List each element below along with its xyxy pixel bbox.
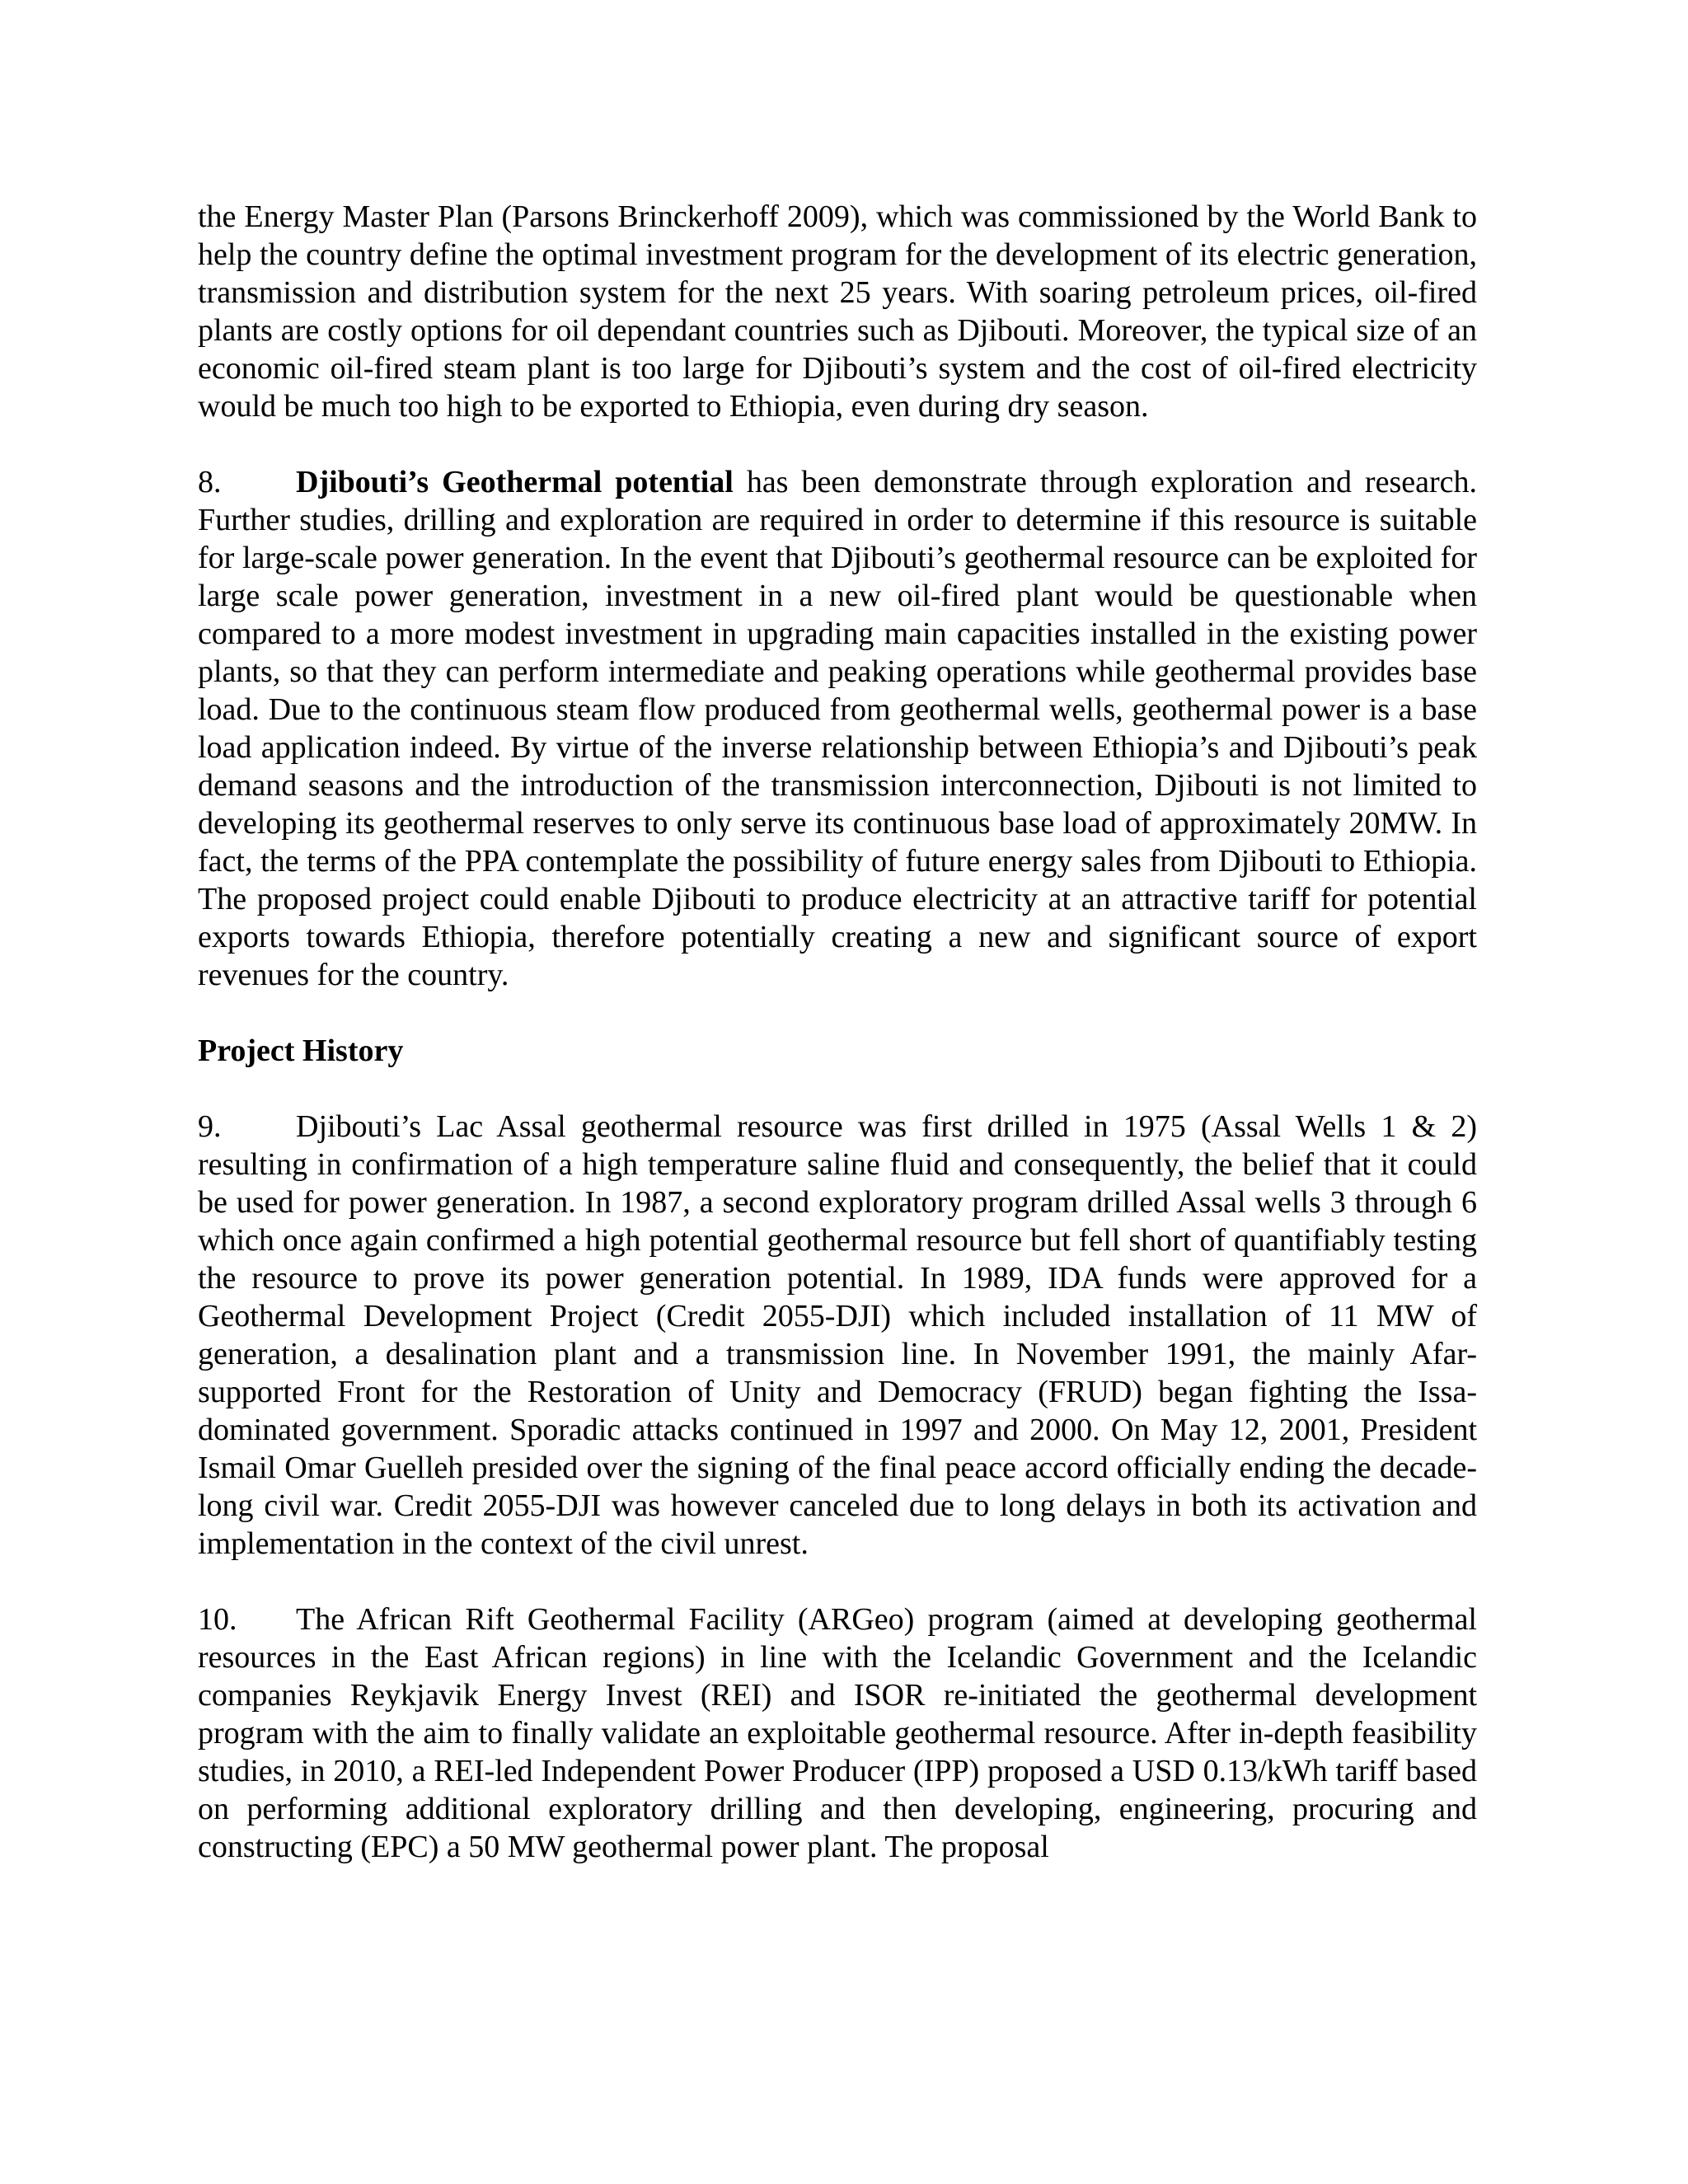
page-content [198,198,1477,1904]
paragraph-9-text: Djibouti’s Lac Assal geothermal resource was first drilled in 1975 (Assal Wells 1 & 2) resulting in confirmation of a high temperature saline fluid and consequently, the belief that it could be used for power generation. In 1987, a second exploratory program drilled Assal wells 3 through 6 which once again confirmed a high potential geothermal resource but fell short of quantifiably testing the resource to prove its power generation potential. In 1989, IDA funds were approved for a Geothermal Development Project (Credit 2055-DJI) which included installation of 11 MW of generation, a desalination plant and a transmission line. In November 1991, the mainly Afar-supported Front for the Restoration of Unity and Democracy (FRUD) began fighting the Issa-dominated government. Sporadic attacks continued in 1997 and 2000. On May 12, 2001, President Ismail Omar Guelleh presided over the signing of the final peace accord officially ending the decade-long civil war. Credit 2055-DJI was however canceled due to long delays in both its activation and implementation in the context of the civil unrest. [198,1109,1477,1561]
paragraph-10-text: The African Rift Geothermal Facility (ARGeo) program (aimed at developing geothermal resources in the East African regions) in line with the Icelandic Government and the Icelandic companies Reykjavik Energy Invest (REI) and ISOR re-initiated the geothermal development program with the aim to finally validate an exploitable geothermal resource. After in-depth feasibility studies, in 2010, a REI-led Independent Power Producer (IPP) proposed a USD 0.13/kWh tariff based on performing additional exploratory drilling and then developing, engineering, procuring and constructing (EPC) a 50 MW geothermal power plant. The proposal [198,1602,1477,1864]
paragraph-8-text: has been demonstrate through exploration and research. Further studies, drilling and exploration are required in order to determine if this resource is suitable for large-scale power generation. In the event that Djibouti’s geothermal resource can be exploited for large scale power generation, investment in a new oil-fired plant would be questionable when compared to a more modest investment in upgrading main capacities installed in the existing power plants, so that they can perform intermediate and peaking operations while geothermal provides base load. Due to the continuous steam flow produced from geothermal wells, geothermal power is a base load application indeed. By virtue of the inverse relationship between Ethiopia’s and Djibouti’s peak demand seasons and the introduction of the transmission interconnection, Djibouti is not limited to developing its geothermal reserves to only serve its continuous base load of approximately 20MW. In fact, the terms of the PPA contemplate the possibility of future energy sales from Djibouti to Ethiopia. The proposed project could enable Djibouti to produce electricity at an attractive tariff for potential exports towards Ethiopia, therefore potentially creating a new and significant source of export revenues for the country. [198,465,1477,992]
paragraph-8-number: 8. [198,465,222,499]
paragraph-8-lead: Djibouti’s Geothermal potential [296,465,734,499]
paragraph-9 [198,1108,1477,1563]
paragraph-10 [198,1601,1477,1866]
paragraph-7-continued: the Energy Master Plan (Parsons Brinckerhoff 2009), which was commissioned by the World Bank to help the country define the optimal investment program for the development of its electric generation, transmission and distribution system for the next 25 years. With soaring petroleum prices, oil-fired plants are costly options for oil dependant countries such as Djibouti. Moreover, the typical size of an economic oil-fired steam plant is too large for Djibouti’s system and the cost of oil-fired electricity would be much too high to be exported to Ethiopia, even during dry season. [198,199,1477,424]
paragraph-10-number: 10. [198,1602,237,1637]
paragraph-9-number: 9. [198,1109,222,1144]
paragraph-8 [198,463,1477,994]
section-heading-project-history: Project History [198,1033,404,1068]
